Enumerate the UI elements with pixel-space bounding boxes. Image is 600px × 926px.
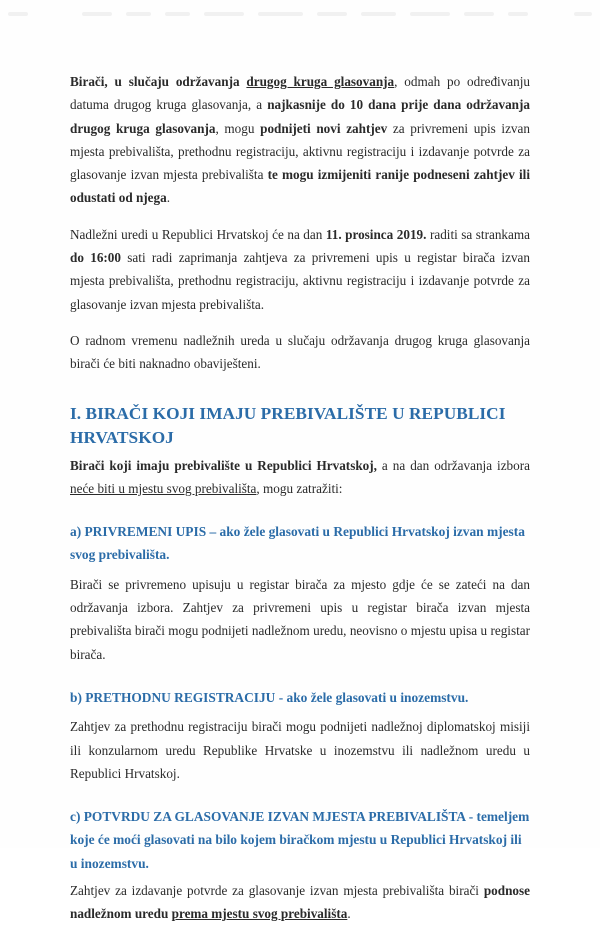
text-bold: najkasnije do 10 dana prije dana održavanja drugog kruga glasovanja (70, 97, 530, 136)
text-bold: Birači, u slučaju održavanja (70, 74, 247, 89)
document-body (70, 70, 530, 926)
paragraph-a: Birači se privremeno upisuju u registar birača za mjesto gdje će se zateći na dan održavanja izbora. Zahtjev za privremeni upis u registar birača izvan mjesta prebivališta birači mogu podnijeti nadležnom uredu, neovisno o mjestu upisa u registar birača. (70, 576, 530, 662)
date-text: 11. prosinca 2019. (325, 226, 427, 242)
paragraph-c (70, 879, 530, 926)
paragraph-notice: O radnom vremenu nadležnih ureda u slučaju održavanja drugog kruga glasovanja birači će biti naknadno obaviješteni. (70, 332, 530, 372)
text-bold: podnose nadležnom uredu (70, 883, 530, 922)
faint-header (8, 12, 592, 18)
text: a na dan održavanja izbora (376, 457, 530, 473)
time-text: do 16:00 (70, 250, 121, 266)
text-bold-underline: prema mjestu svog prebivališta (171, 906, 348, 922)
section-intro (70, 454, 530, 501)
text: Zahtjev za izdavanje potvrde za glasovanje izvan mjesta prebivališta birači (70, 883, 484, 899)
text-bold: Birači koji imaju prebivalište u Republici Hrvatskoj, (70, 457, 377, 473)
text: sati radi zaprimanja zahtjeva za privremeni upis u registar birača izvan mjesta prebivališta, prethodnu registraciju, aktivnu registraciju i izdavanje potvrde za glasovanje izvan mjesta prebivališta. (70, 250, 530, 312)
text-bold-underline: drugog kruga glasovanja (246, 74, 395, 89)
paragraph-second-round (70, 70, 530, 210)
section-heading: I. BIRAČI KOJI IMAJU PREBIVALIŠTE U REPUBLICI HRVATSKOJ (70, 403, 506, 447)
text-bold: te mogu izmijeniti ranije podneseni zahtjev ili odustati od njega (70, 167, 531, 206)
subheading-a: a) PRIVREMENI UPIS – ako žele glasovati u Republici Hrvatskoj izvan mjesta svog prebivališta. (70, 524, 525, 563)
paragraph-b: Zahtjev za prethodnu registraciju birači mogu podnijeti nadležnoj diplomatskoj misiji ili konzularnom uredu Republike Hrvatske u inozemstvu ili nadležnom uredu u Republici Hrvatskoj. (70, 719, 530, 781)
text: Nadležni uredi u Republici Hrvatskoj će na dan (70, 226, 326, 242)
paragraph-office-hours (70, 223, 530, 316)
text-bold: podnijeti novi zahtjev (260, 120, 388, 136)
text: , odmah po određivanju datuma drugog kruga glasovanja, a (70, 74, 530, 113)
text-underline: neće biti u mjestu svog prebivališta (70, 480, 257, 496)
text: , mogu (215, 120, 261, 136)
subheading-b: b) PRETHODNU REGISTRACIJU - ako žele glasovati u inozemstvu. (70, 689, 469, 705)
text: . (347, 906, 351, 922)
text: raditi sa strankama (426, 226, 530, 242)
subheading-c: c) POTVRDU ZA GLASOVANJE IZVAN MJESTA PREBIVALIŠTA - temeljem koje će moći glasovati na bilo kojem biračkom mjestu u Republici Hrvatskoj ili u inozemstvu. (70, 809, 530, 871)
text: , mogu zatražiti: (256, 480, 343, 496)
text: . (166, 190, 171, 206)
text: za privremeni upis izvan mjesta prebivališta, prethodnu registraciju, aktivnu registraciju i izdavanje potvrde za glasovanje izvan mjesta prebivališta (70, 120, 530, 183)
